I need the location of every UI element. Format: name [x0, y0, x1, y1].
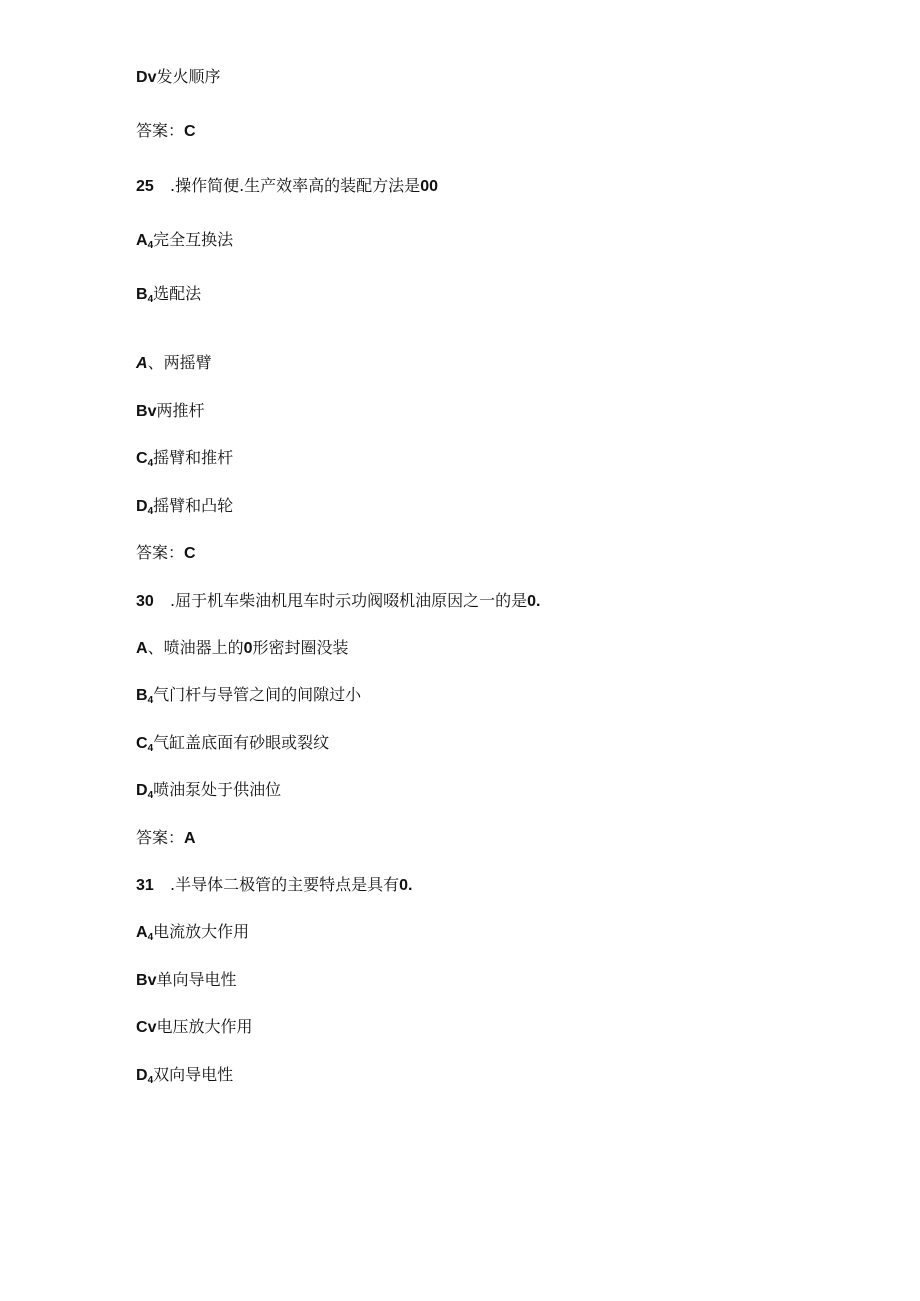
option-letter: B	[136, 403, 148, 420]
option-letter: A	[136, 232, 148, 249]
option-letter: D	[136, 1067, 148, 1084]
option-text-rest: 形密封圈没装	[252, 638, 349, 657]
option-separator: 4	[147, 932, 154, 943]
option-text: 单向导电性	[156, 970, 237, 989]
option-separator: 4	[147, 1075, 154, 1086]
option-text: 双向导电性	[153, 1065, 234, 1084]
option-a	[136, 229, 233, 257]
option-text: 喷油器上的	[163, 638, 244, 657]
question-tail: 0.	[527, 593, 541, 610]
option-separator: 、	[147, 353, 164, 372]
option-text: 发火顺序	[156, 67, 221, 86]
option-b	[136, 969, 236, 992]
option-separator: v	[147, 1019, 157, 1036]
option-separator: 4	[147, 458, 154, 469]
answer-value: C	[184, 123, 196, 140]
option-letter: A	[136, 355, 148, 372]
question-tail: 0.	[399, 877, 413, 894]
option-separator: 、	[147, 638, 164, 657]
option-d	[136, 1064, 233, 1092]
option-separator: 4	[147, 240, 154, 251]
option-separator: 4	[147, 695, 154, 706]
option-text: 电流放大作用	[153, 922, 250, 941]
option-separator: 4	[147, 294, 154, 305]
option-c	[136, 447, 233, 475]
option-text: 气门杆与导管之间的间隙过小	[153, 685, 362, 704]
option-b	[136, 684, 361, 712]
option-a	[136, 637, 349, 660]
answer-value: C	[184, 545, 196, 562]
option-letter: C	[136, 735, 148, 752]
answer-line	[136, 542, 196, 565]
option-text: 完全互换法	[153, 230, 234, 249]
question-25	[136, 175, 438, 198]
answer-label: 答案：	[136, 828, 185, 847]
option-letter: A	[136, 924, 148, 941]
answer-label: 答案：	[136, 543, 185, 562]
option-text: 电压放大作用	[156, 1017, 253, 1036]
option-letter: D	[136, 498, 148, 515]
option-separator: v	[147, 69, 157, 86]
answer-line	[136, 827, 196, 850]
question-31	[136, 874, 412, 897]
option-letter: B	[136, 972, 148, 989]
option-a	[136, 921, 249, 949]
question-number: 25	[136, 178, 154, 195]
option-letter: B	[136, 286, 148, 303]
option-a	[136, 352, 212, 375]
option-text: 选配法	[153, 284, 202, 303]
option-d	[136, 779, 281, 807]
option-letter: B	[136, 687, 148, 704]
option-text: 两摇臂	[163, 353, 212, 372]
option-text: 喷油泵处于供油位	[153, 780, 282, 799]
option-letter: A	[136, 640, 148, 657]
question-number: 30	[136, 593, 154, 610]
option-letter: D	[136, 69, 148, 86]
question-text: .操作简便.生产效率高的装配方法是	[170, 176, 421, 195]
option-separator: v	[147, 972, 157, 989]
question-tail: 00	[420, 178, 438, 195]
option-text: 摇臂和凸轮	[153, 496, 234, 515]
option-text: 两推杆	[156, 401, 205, 420]
option-separator: 4	[147, 506, 154, 517]
option-b	[136, 400, 204, 423]
option-text: 摇臂和推杆	[153, 448, 234, 467]
question-text: .屈于机车柴油机甩车时示功阀啜机油原因之一的是	[170, 591, 528, 610]
option-letter: C	[136, 450, 148, 467]
option-c	[136, 732, 329, 760]
answer-label: 答案：	[136, 121, 185, 140]
option-separator: v	[147, 403, 157, 420]
option-d	[136, 495, 233, 523]
answer-value: A	[184, 830, 196, 847]
option-letter: D	[136, 782, 148, 799]
option-c	[136, 1016, 252, 1039]
question-number: 31	[136, 877, 154, 894]
option-d	[136, 66, 220, 89]
option-text-digit: 0	[243, 640, 253, 657]
question-text: .半导体二极管的主要特点是具有	[170, 875, 400, 894]
option-text: 气缸盖底面有砂眼或裂纹	[153, 733, 330, 752]
option-separator: 4	[147, 790, 154, 801]
question-30	[136, 590, 540, 613]
option-b	[136, 283, 201, 311]
answer-line	[136, 120, 196, 143]
option-separator: 4	[147, 743, 154, 754]
option-letter: C	[136, 1019, 148, 1036]
